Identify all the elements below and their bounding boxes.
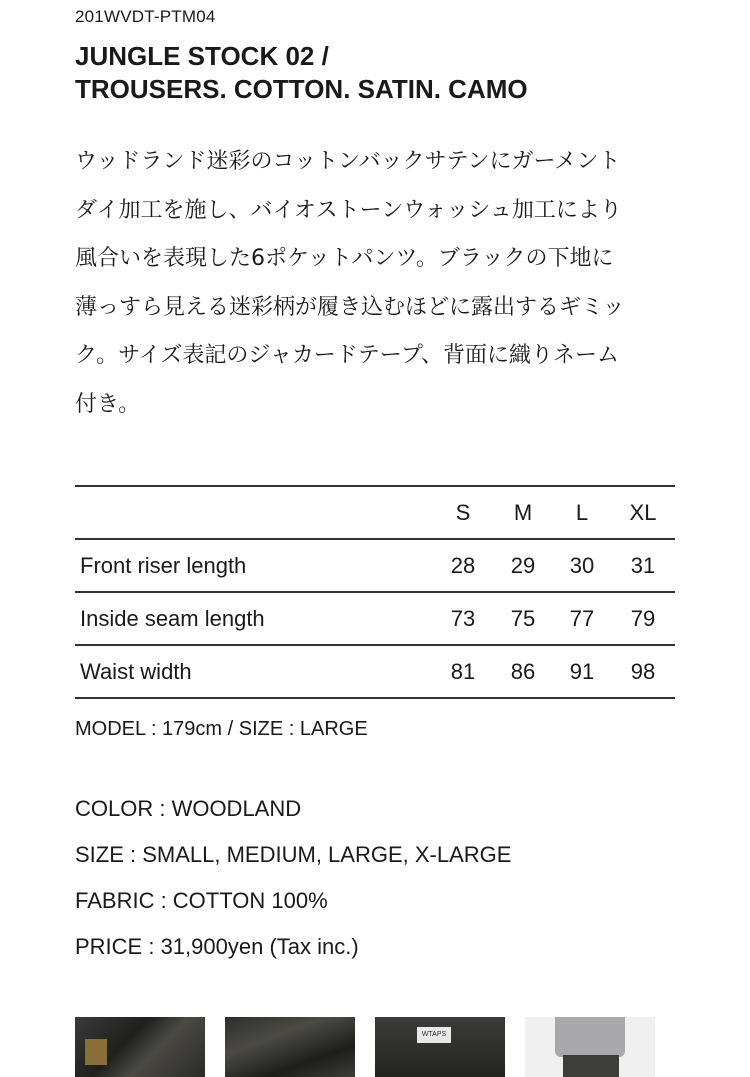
product-specs: [75, 786, 511, 970]
table-cell: 98: [611, 645, 675, 698]
product-thumbnail-3[interactable]: [375, 1017, 505, 1077]
size-header-m: M: [493, 486, 553, 539]
table-cell: 91: [553, 645, 611, 698]
description-line: 薄っすら見える迷彩柄が履き込むほどに露出するギミッ: [75, 294, 625, 320]
model-info: MODEL : 179cm / SIZE : LARGE: [75, 718, 368, 740]
model-shirt-image: [555, 1017, 625, 1057]
description-line: 付き。: [75, 391, 141, 417]
waistband-tag-image: WTAPS: [417, 1027, 451, 1043]
row-label: Inside seam length: [75, 592, 433, 645]
spec-size: SIZE : SMALL, MEDIUM, LARGE, X-LARGE: [75, 842, 512, 867]
size-chart-header-row: [75, 486, 675, 539]
product-title-line-1: JUNGLE STOCK 02 /: [75, 41, 329, 71]
description-line: ダイ加工を施し、バイオストーンウォッシュ加工により: [75, 197, 622, 223]
description-line: ク。サイズ表記のジャカードテープ、背面に織りネーム: [75, 343, 620, 368]
size-chart-table: [75, 485, 675, 699]
table-cell: 30: [553, 539, 611, 592]
row-label: Front riser length: [75, 539, 433, 592]
size-header-xl: XL: [611, 486, 675, 539]
product-thumbnail-2[interactable]: [225, 1017, 355, 1077]
spec-color: COLOR : WOODLAND: [75, 796, 302, 821]
table-cell: 81: [433, 645, 493, 698]
table-cell: 73: [433, 592, 493, 645]
product-title: [75, 40, 528, 106]
table-cell: 28: [433, 539, 493, 592]
table-row: [75, 592, 675, 645]
size-chart-header-blank: [75, 486, 433, 539]
size-header-l: L: [553, 486, 611, 539]
description-line: 風合いを表現した6ポケットパンツ。ブラックの下地に: [75, 246, 614, 271]
description-line: ウッドランド迷彩のコットンバックサテンにガーメント: [75, 149, 621, 174]
product-thumbnail-1[interactable]: [75, 1017, 205, 1077]
leather-patch-image: [85, 1039, 107, 1065]
product-thumbnail-4[interactable]: [525, 1017, 655, 1077]
product-description: [75, 138, 675, 429]
table-cell: 86: [493, 645, 553, 698]
product-thumbnails: [75, 1017, 675, 1068]
product-title-line-2: TROUSERS. COTTON. SATIN. CAMO: [75, 74, 528, 104]
table-cell: 31: [611, 539, 675, 592]
spec-fabric: FABRIC : COTTON 100%: [75, 888, 328, 913]
table-cell: 29: [493, 539, 553, 592]
table-row: [75, 539, 675, 592]
size-header-s: S: [433, 486, 493, 539]
row-label: Waist width: [75, 645, 433, 698]
table-cell: 79: [611, 592, 675, 645]
table-cell: 75: [493, 592, 553, 645]
model-pants-image: [563, 1055, 619, 1077]
spec-price: PRICE : 31,900yen (Tax inc.): [75, 934, 359, 959]
product-code: 201WVDT-PTM04: [75, 7, 216, 26]
table-cell: 77: [553, 592, 611, 645]
table-row: [75, 645, 675, 698]
